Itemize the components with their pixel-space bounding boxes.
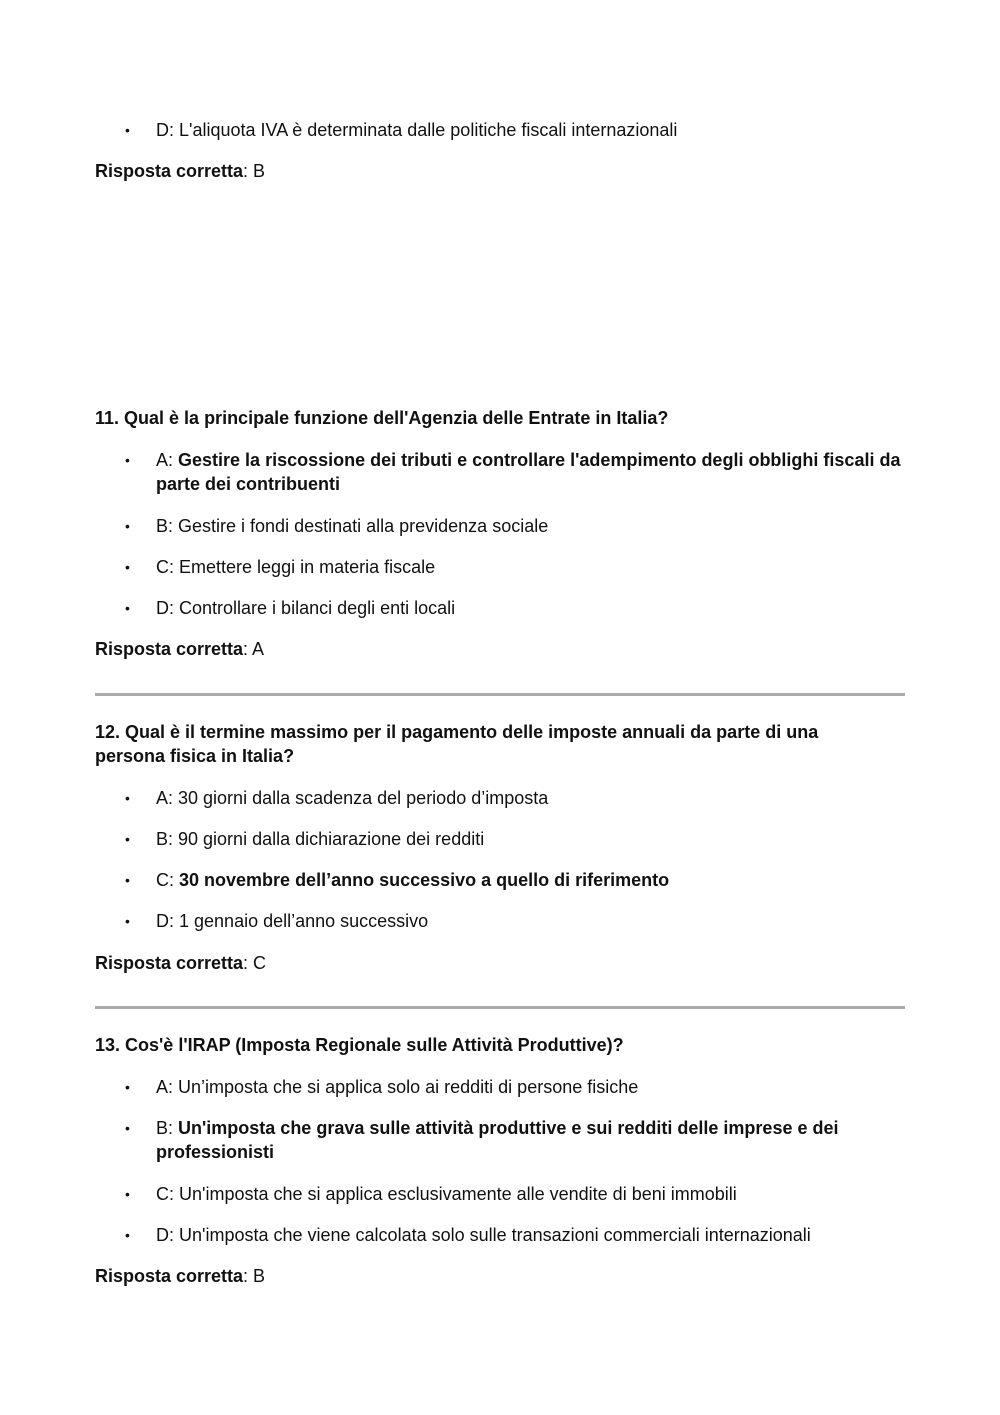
option-letter: D: <box>156 598 180 618</box>
option-text: L'aliquota IVA è determinata dalle politiche fiscali internazionali <box>179 120 678 140</box>
list-item <box>125 1182 906 1206</box>
list-item <box>125 909 906 933</box>
bullet: • <box>125 600 130 616</box>
question-title: 13. Cos'è l'IRAP (Imposta Regionale sulle Attività Produttive)? <box>95 1035 624 1055</box>
answer-value: : B <box>243 161 266 181</box>
correct-answer <box>95 637 264 661</box>
option-letter: B: <box>156 829 179 849</box>
option-letter: C: <box>156 1184 180 1204</box>
answer-label: Risposta corretta <box>95 953 244 973</box>
option-text: Emettere leggi in materia fiscale <box>179 557 436 577</box>
bullet: • <box>125 1079 130 1095</box>
option-letter: A: <box>156 450 179 470</box>
list-item <box>125 514 906 538</box>
answer-label: Risposta corretta <box>95 639 244 659</box>
option-letter: A: <box>156 1077 179 1097</box>
option-letter: A: <box>156 788 179 808</box>
option-text: 30 giorni dalla scadenza del periodo d’imposta <box>178 788 549 808</box>
option-letter: B: <box>156 516 179 536</box>
horizontal-rule <box>95 1006 905 1009</box>
option-text: Gestire i fondi destinati alla previdenza sociale <box>178 516 549 536</box>
option-letter: D: <box>156 120 174 140</box>
bullet: • <box>125 518 130 534</box>
option-text: 90 giorni dalla dichiarazione dei redditi <box>178 829 485 849</box>
list-item <box>125 786 906 810</box>
correct-answer <box>95 159 265 183</box>
answer-value: : A <box>243 639 265 659</box>
answer-label: Risposta corretta <box>95 161 244 181</box>
bullet: • <box>125 1186 130 1202</box>
list-item <box>125 118 906 142</box>
list-item <box>125 1223 906 1247</box>
bullet: • <box>125 559 130 575</box>
list-item <box>125 596 906 620</box>
correct-answer <box>95 951 266 975</box>
option-letter: B: <box>156 1118 179 1138</box>
option-letter: D: <box>156 1225 180 1245</box>
question-title: 11. Qual è la principale funzione dell'Agenzia delle Entrate in Italia? <box>95 408 669 428</box>
bullet: • <box>125 790 130 806</box>
list-item <box>125 868 906 892</box>
bullet: • <box>125 122 130 138</box>
option-letter: C: <box>156 557 180 577</box>
bullet: • <box>125 1227 130 1243</box>
option-letter: D: <box>156 911 180 931</box>
list-item <box>125 555 906 579</box>
list-item <box>125 827 906 851</box>
list-item <box>125 1116 906 1164</box>
option-text: 30 novembre dell’anno successivo a quello di riferimento <box>179 870 670 890</box>
bullet: • <box>125 452 130 468</box>
list-item <box>125 448 906 496</box>
question-title: 12. Qual è il termine massimo per il pagamento delle imposte annuali da parte di una persona fisica in Italia? <box>95 722 819 766</box>
option-text: Gestire la riscossione dei tributi e controllare l'adempimento degli obblighi fiscali da parte dei contribuenti <box>156 450 901 494</box>
option-letter: C: <box>156 870 180 890</box>
bullet: • <box>125 1120 130 1136</box>
answer-value: : C <box>243 953 267 973</box>
correct-answer <box>95 1264 265 1288</box>
list-item <box>125 1075 906 1099</box>
answer-value: : B <box>243 1266 266 1286</box>
option-text: Un'imposta che viene calcolata solo sulle transazioni commerciali internazionali <box>179 1225 811 1245</box>
bullet: • <box>125 913 130 929</box>
option-text: 1 gennaio dell’anno successivo <box>179 911 429 931</box>
bullet: • <box>125 872 130 888</box>
answer-label: Risposta corretta <box>95 1266 244 1286</box>
option-text: Un’imposta che si applica solo ai redditi di persone fisiche <box>178 1077 639 1097</box>
option-text: Un'imposta che grava sulle attività produttive e sui redditi delle imprese e dei professionisti <box>156 1118 839 1162</box>
option-text: Controllare i bilanci degli enti locali <box>179 598 456 618</box>
bullet: • <box>125 831 130 847</box>
horizontal-rule <box>95 693 905 696</box>
option-text: Un'imposta che si applica esclusivamente alle vendite di beni immobili <box>179 1184 737 1204</box>
